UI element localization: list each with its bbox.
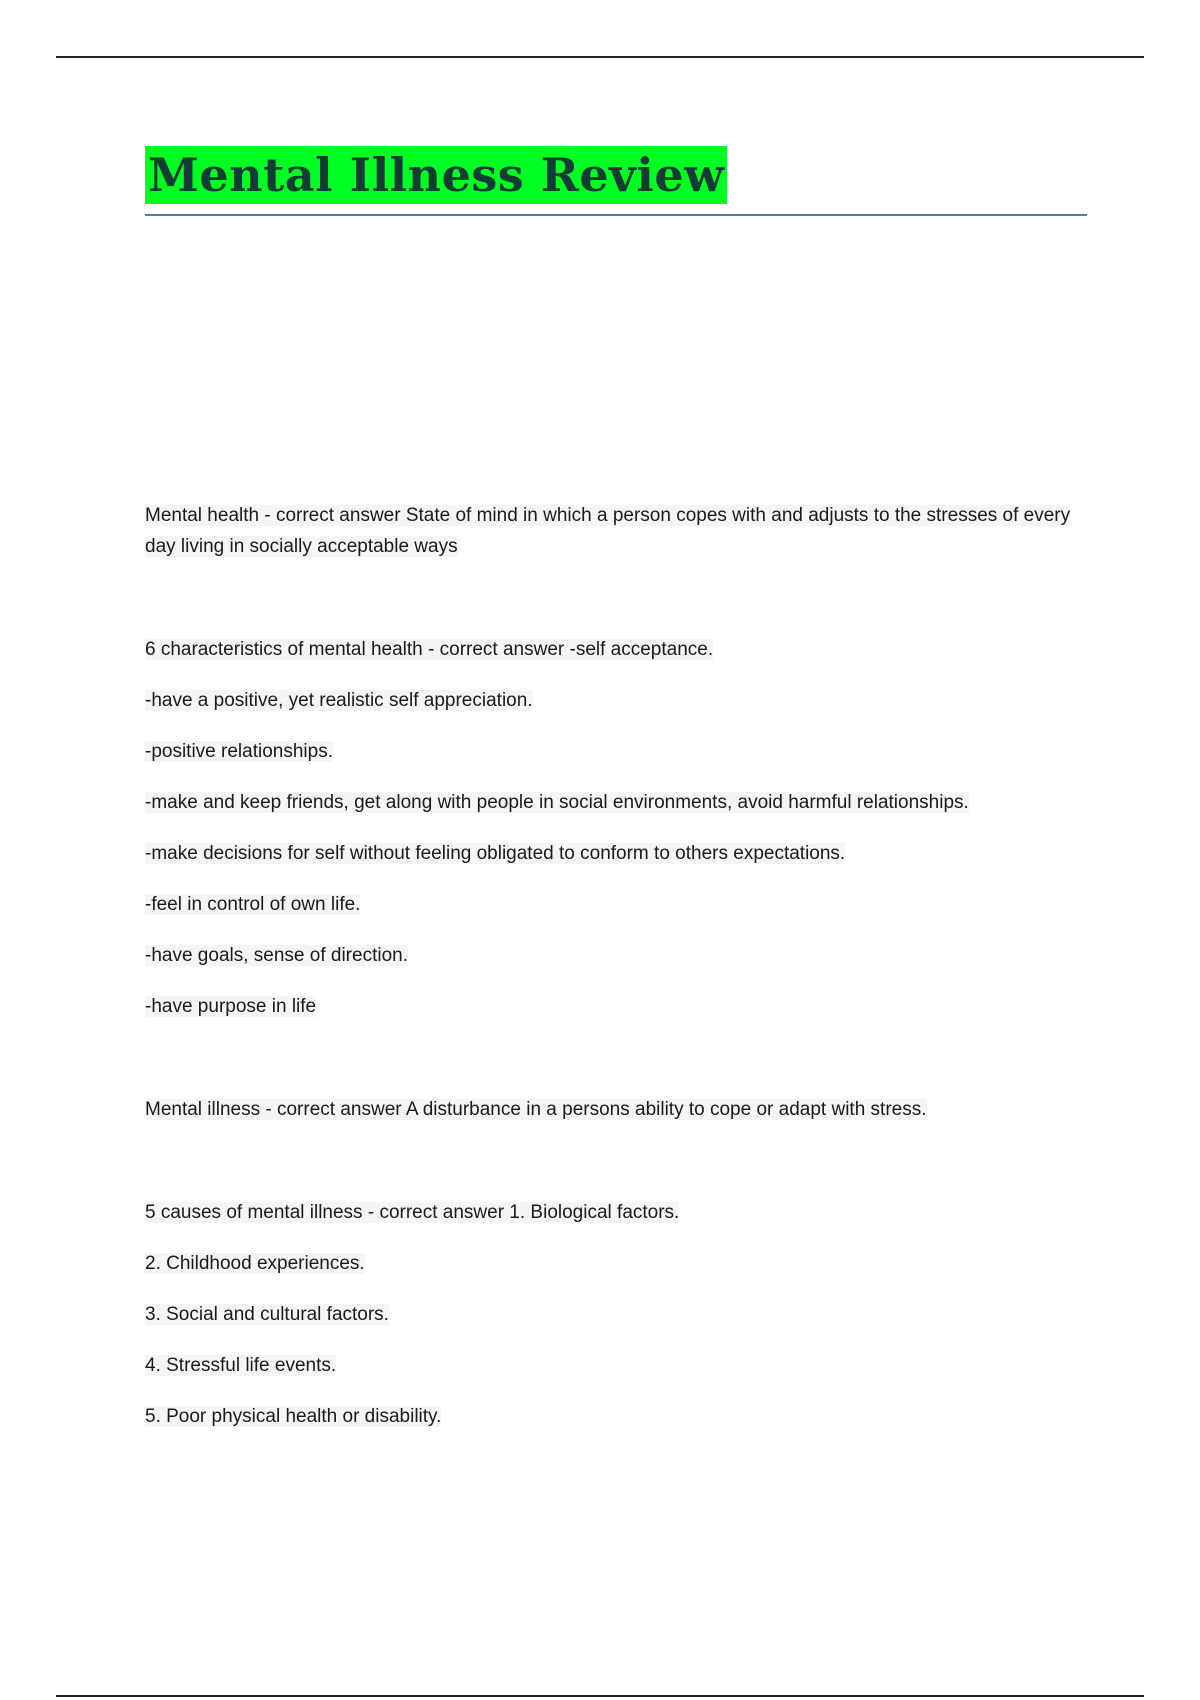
footer-rule <box>56 1695 1144 1697</box>
list-item: -have a positive, yet realistic self appreciation. <box>145 690 533 711</box>
list-item: 5. Poor physical health or disability. <box>145 1406 442 1427</box>
entry-characteristics <box>145 634 1090 1022</box>
list-item: -make decisions for self without feeling obligated to conform to others expectations. <box>145 843 846 864</box>
entry-mental-health <box>145 500 1090 562</box>
list-item: 5 causes of mental illness - correct answer 1. Biological factors. <box>145 1202 680 1223</box>
list-item: 4. Stressful life events. <box>145 1355 337 1376</box>
list-item: -have purpose in life <box>145 996 317 1017</box>
title-underline <box>145 214 1087 216</box>
header-rule <box>56 56 1144 58</box>
title-block <box>145 146 727 204</box>
entry-mental-illness <box>145 1094 1090 1125</box>
entry-text: Mental health - correct answer State of mind in which a person copes with and adjusts to the stresses of every day living in socially acceptable ways <box>145 505 1071 557</box>
list-item: -feel in control of own life. <box>145 894 361 915</box>
entry-text: Mental illness - correct answer A disturbance in a persons ability to cope or adapt with stress. <box>145 1099 927 1120</box>
list-item: 3. Social and cultural factors. <box>145 1304 389 1325</box>
document-body <box>145 500 1090 1432</box>
entry-causes <box>145 1197 1090 1432</box>
document-title: Mental Illness Review <box>145 146 727 204</box>
list-item: 2. Childhood experiences. <box>145 1253 365 1274</box>
list-item: -positive relationships. <box>145 741 333 762</box>
list-item: 6 characteristics of mental health - correct answer -self acceptance. <box>145 639 714 660</box>
list-item: -make and keep friends, get along with people in social environments, avoid harmful relationships. <box>145 792 969 813</box>
list-item: -have goals, sense of direction. <box>145 945 408 966</box>
